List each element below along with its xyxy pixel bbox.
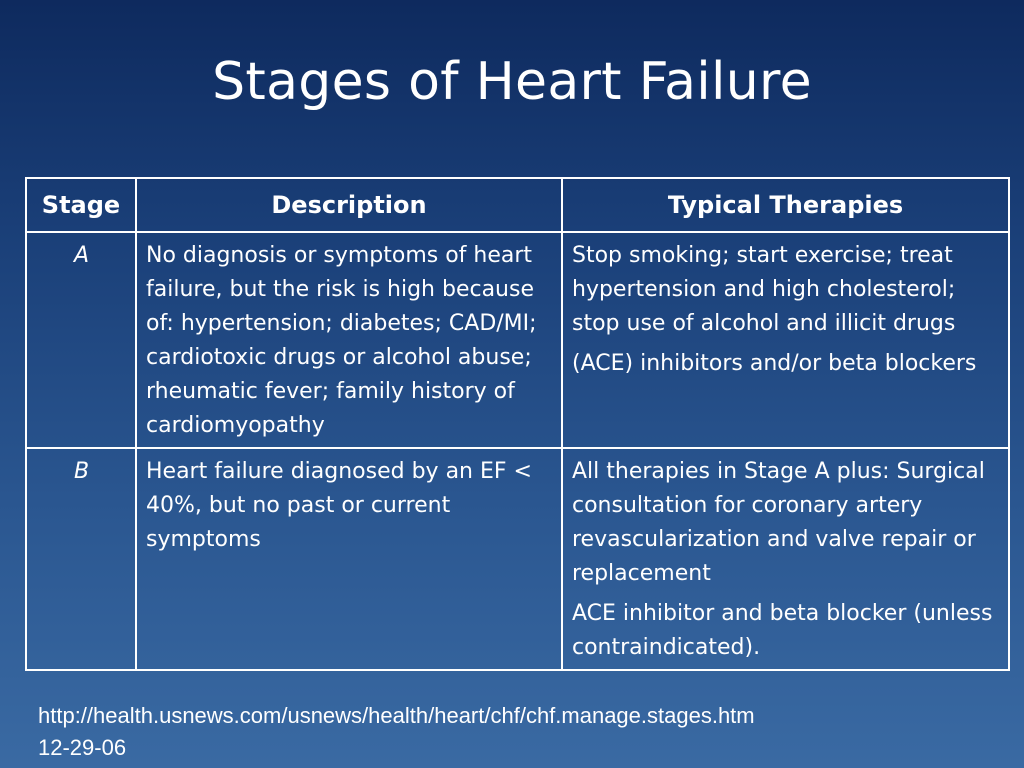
stage-b-label: B (26, 448, 136, 670)
table-header-row (26, 178, 1009, 232)
table-row-stage-b (26, 448, 1009, 670)
stage-a-label: A (26, 232, 136, 448)
header-stage: Stage (26, 178, 136, 232)
source-date: 12-29-06 (38, 735, 127, 760)
stage-b-description: Heart failure diagnosed by an EF < 40%, but no past or current symptoms (136, 448, 562, 670)
table-row-stage-a (26, 232, 1009, 448)
footer (38, 700, 755, 764)
stage-a-therapy-2: (ACE) inhibitors and/or beta blockers (572, 351, 977, 376)
slide-title: Stages of Heart Failure (212, 52, 812, 112)
stage-b-therapies (562, 448, 1009, 670)
header-description: Description (136, 178, 562, 232)
source-url: http://health.usnews.com/usnews/health/heart/chf/chf.manage.stages.htm (38, 703, 755, 728)
stage-a-therapies (562, 232, 1009, 448)
header-therapies: Typical Therapies (562, 178, 1009, 232)
stage-a-description: No diagnosis or symptoms of heart failure, but the risk is high because of: hypertension; diabetes; CAD/MI; cardiotoxic drugs or alcohol abuse; rheumatic fever; family history of cardiomyopathy (136, 232, 562, 448)
stage-b-therapy-1: All therapies in Stage A plus: Surgical consultation for coronary artery revascularization and valve repair or replacement (572, 459, 985, 586)
stage-b-therapy-2: ACE inhibitor and beta blocker (unless contraindicated). (572, 601, 993, 660)
heart-failure-stages-table (25, 177, 1010, 671)
stage-a-therapy-1: Stop smoking; start exercise; treat hypertension and high cholesterol; stop use of alcohol and illicit drugs (572, 243, 956, 336)
